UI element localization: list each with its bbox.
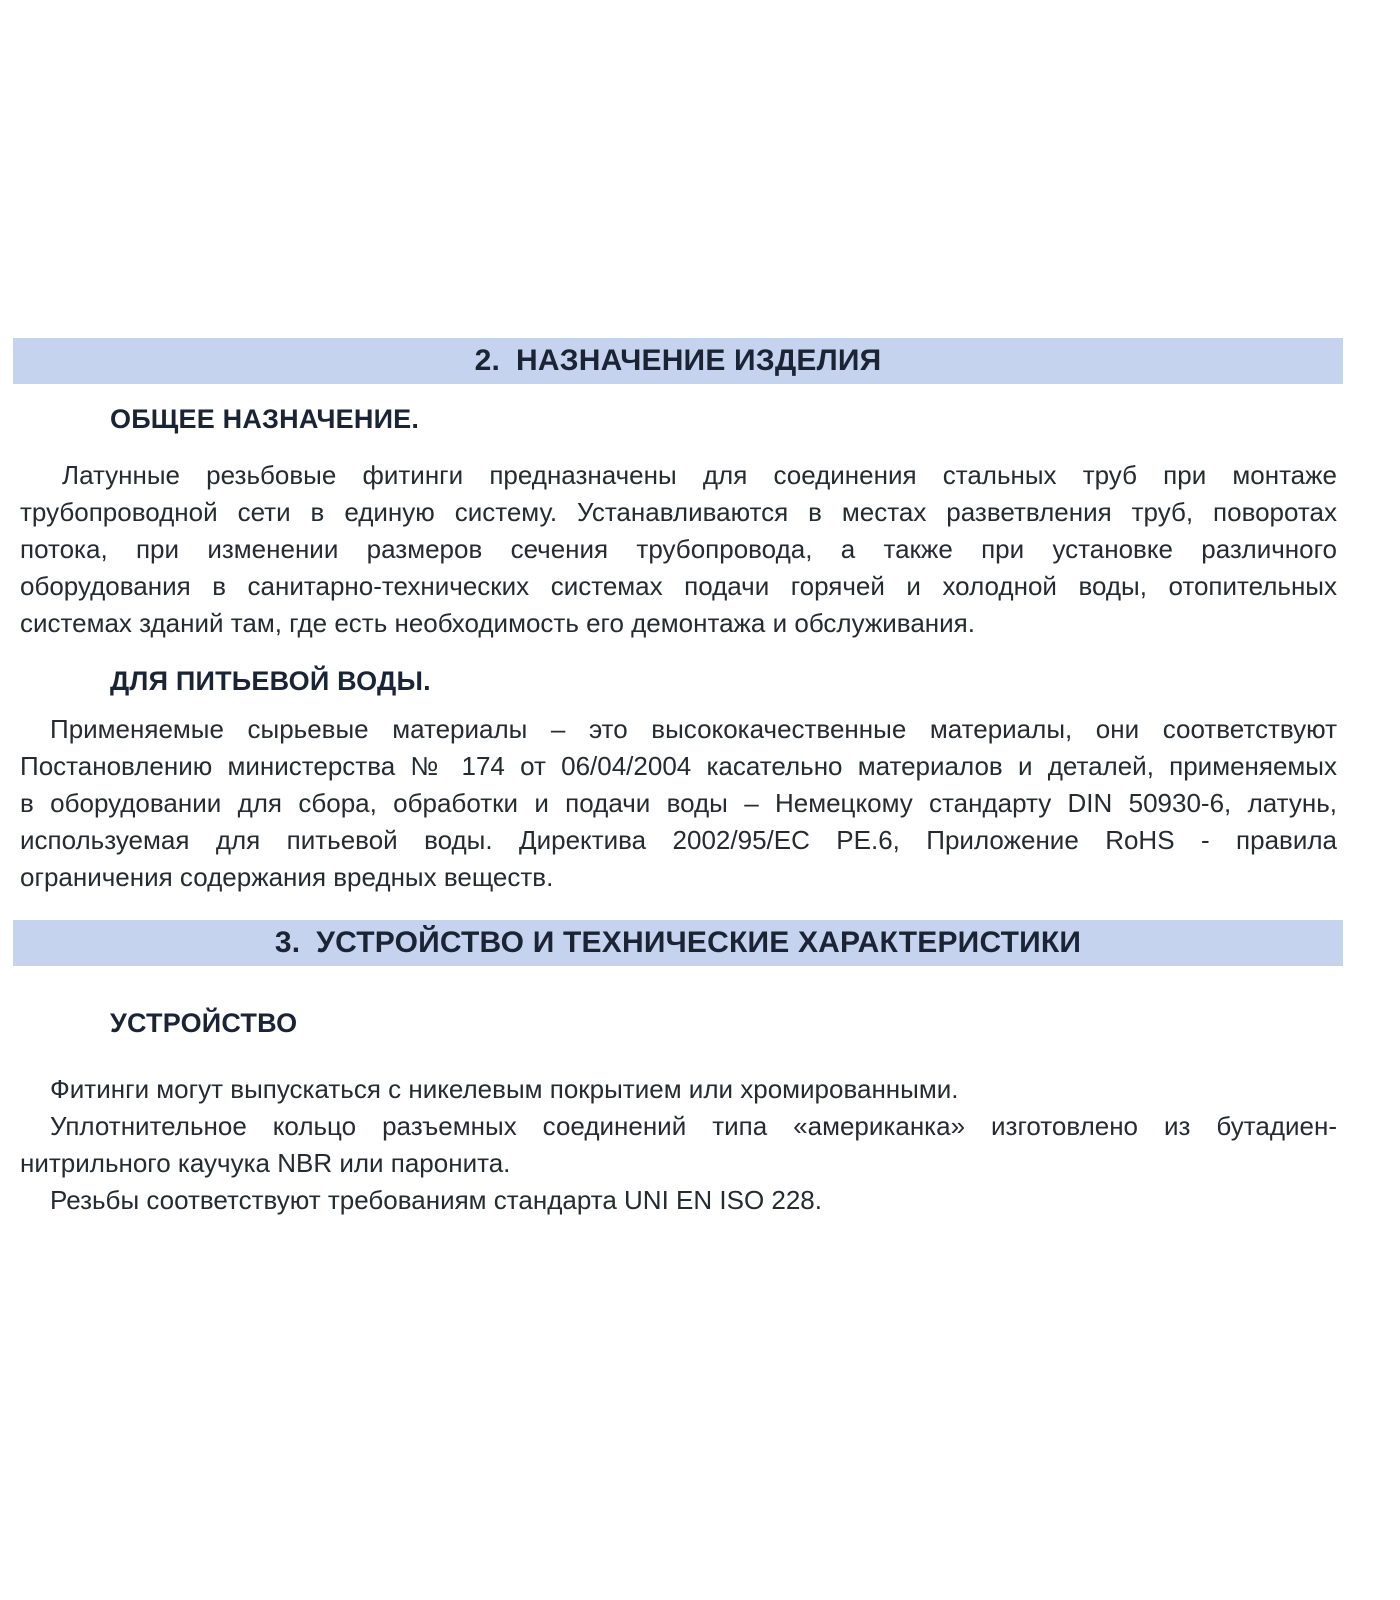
paragraph-line: Уплотнительное кольцо разъемных соединений типа «американка» изготовлено из бутадиен- <box>50 1111 1337 1141</box>
section-3-header-bar <box>13 920 1343 966</box>
paragraph-line: потока, при изменении размеров сечения трубопровода, а также при установке различного <box>20 534 1337 564</box>
paragraph-line: в оборудовании для сбора, обработки и подачи воды – Немецкому стандарту DIN 50930-6, латунь, <box>20 788 1337 818</box>
heading-general-purpose: ОБЩЕЕ НАЗНАЧЕНИЕ. <box>110 404 420 434</box>
section-2-header-bar <box>13 338 1343 384</box>
heading-device: УСТРОЙСТВО <box>110 1008 298 1038</box>
section-2-title: НАЗНАЧЕНИЕ ИЗДЕЛИЯ <box>516 344 882 377</box>
paragraph-line: Фитинги могут выпускаться с никелевым покрытием или хромированными. <box>50 1074 959 1104</box>
paragraph-general-purpose <box>20 457 1337 642</box>
paragraph-line: нитрильного каучука NBR или паронита. <box>20 1148 511 1178</box>
paragraph-line: оборудования в санитарно-технических системах подачи горячей и холодной воды, отопительных <box>20 571 1337 601</box>
heading-drinking-water: ДЛЯ ПИТЬЕВОЙ ВОДЫ. <box>110 666 431 696</box>
paragraph-line: ограничения содержания вредных веществ. <box>20 862 554 892</box>
paragraph-line: используемая для питьевой воды. Директива 2002/95/ЕС РЕ.6, Приложение RoHS - правила <box>20 825 1337 855</box>
document-content <box>13 338 1343 1219</box>
paragraph-line: Постановлению министерства № 174 от 06/04/2004 касательно материалов и деталей, применяемых <box>20 751 1337 781</box>
section-3-number: 3. <box>274 926 301 959</box>
paragraph-drinking-water <box>20 711 1337 896</box>
section-3-title: УСТРОЙСТВО И ТЕХНИЧЕСКИЕ ХАРАКТЕРИСТИКИ <box>316 926 1082 959</box>
paragraph-line: системах зданий там, где есть необходимость его демонтажа и обслуживания. <box>20 608 975 638</box>
paragraph-device <box>20 1071 1337 1219</box>
paragraph-line: Применяемые сырьевые материалы – это высококачественные материалы, они соответствуют <box>50 714 1337 744</box>
paragraph-line: Резьбы соответствуют требованиям стандарта UNI EN ISO 228. <box>50 1185 822 1215</box>
paragraph-line: трубопроводной сети в единую систему. Устанавливаются в местах разветвления труб, поворотах <box>20 497 1337 527</box>
section-2-number: 2. <box>474 344 501 377</box>
paragraph-line: Латунные резьбовые фитинги предназначены для соединения стальных труб при монтаже <box>62 460 1337 490</box>
